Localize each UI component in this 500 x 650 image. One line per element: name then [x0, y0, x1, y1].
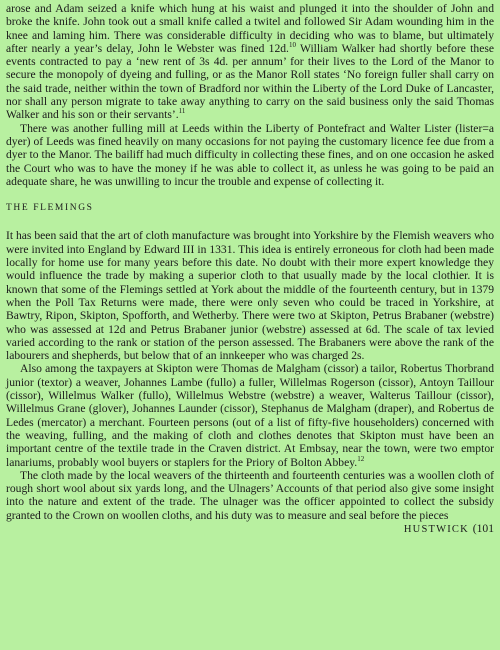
paragraph-4-text: Also among the taxpayers at Skipton were Thomas de Malgham (cissor) a tailor, Robertus Thorbrand junior (textor) a weaver, Johannes Lambe (fullo) a fuller, Willelmas Rogerson (cissor), Antoyn Taillour (cissor), Willelmus Walker (fullo), Willelmus Webstre (webstre) a weaver, Walterus Taillour (cissor), Willelmus Grane (glover), Johannes Launder (cissor), Stephanus de Malgham (draper), and Robertus de Ledes (mercator) a merchant. Fourteen persons (out of a list of fifty-five householders) concerned with the weaving, fulling, and the making of cloth and clothes denotes that Skipton must have been an important centre of the textile trade in the Craven district. At Embsay, near the town, were two emptor lanariums, probably wool buyers or staplers for the Priory of Bolton Abbey. — [6, 362, 494, 469]
paragraph-2: There was another fulling mill at Leeds within the Liberty of Pontefract and Walter Lister (lister=a dyer) of Leeds was fined heavily on many occasions for not paying the customary licence fee due from a dyer to the Manor. The bailiff had much difficulty in collecting these fines, and on one occasion he asked the Court who was to have the money if he was able to collect it, as unless he was going to be paid an adequate share, he was unwilling to incur the trouble and expense of collecting it. — [6, 121, 494, 188]
paragraph-1-text-cont: William Walker had shortly before these events contracted to pay a ‘new rent of 3s 4d. per annum’ for their lives to the Lord of the Manor to secure the monopoly of dyeing and fulling, or as the Manor Roll states ‘No foreign fuller shall carry on the said trade, neither within the town of Bradford nor within the Liberty of the Lord Duke of Lancaster, nor shall any person migrate to take away anything to carry on the said business only the said Thomas Walker and his son or their servants’. — [6, 41, 494, 122]
paragraph-1-text: arose and Adam seized a knife which hung at his waist and plunged it into the shoulder of John and broke the knife. John took out a small knife called a twitel and followed Sir Adam wounding him in the knee and laming him. There was considerable difficulty in deciding who was to blame, but ultimately after nearly a year’s delay, John le Webster was fined 12d. — [6, 2, 494, 55]
page-number: (101 — [472, 521, 494, 535]
footnote-ref-11[interactable]: 11 — [178, 107, 186, 116]
section-heading: THE FLEMINGS — [6, 203, 94, 214]
running-head: HUSTWICK — [403, 523, 469, 535]
paragraph-4 — [6, 362, 494, 468]
footnote-ref-12[interactable]: 12 — [357, 454, 365, 463]
paragraph-1 — [6, 2, 494, 122]
paragraph-3: It has been said that the art of cloth manufacture was brought into Yorkshire by the Flemish weavers who were invited into England by Edward III in 1331. This idea is entirely erroneous for cloth had been made locally for home use for many years before this date. No doubt with their more expert knowledge they would influence the trade by making a superior cloth to that usually made by the local clothier. It is known that some of the Flemings settled at York about the middle of the fourteenth century, but in 1379 when the Poll Tax Returns were made, there were only seven who could be traced in Yorkshire, at Bawtry, Ripon, Skipton, Spofforth, and Wetherby. There were two at Skipton, Petrus Brabaner (webstre) who was assessed at 12d and Petrus Brabaner junior (webstre) assessed at 6d. The scale of tax levied varied according to the rank or station of the person assessed. The Brabaners were above the rank of the labourers and shepherds, but below that of an innkeeper who was charged 2s. — [6, 229, 494, 363]
page-footer — [6, 522, 494, 536]
footnote-ref-10[interactable]: 10 — [288, 41, 296, 50]
paragraph-5: The cloth made by the local weavers of the thirteenth and fourteenth centuries was a woollen cloth of rough short wool about six yards long, and the Ulnagers’ Accounts of that period also give some insight into the nature and extent of the trade. The ulnager was the officer appointed to collect the subsidy granted to the Crown on woollen cloths, and his duty was to measure and seal before the pieces — [6, 468, 494, 522]
